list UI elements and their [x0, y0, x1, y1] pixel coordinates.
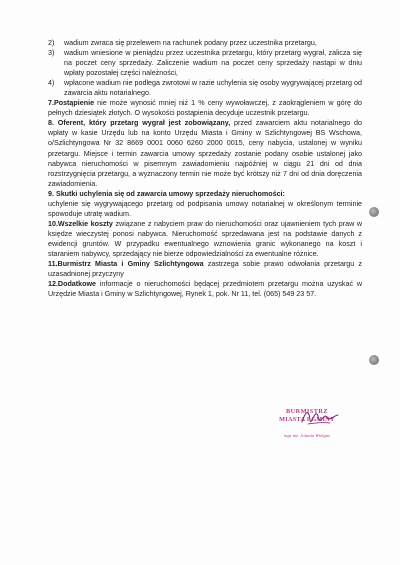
section-text: informacje o nieruchomości będącej przedmiotem przetargu można uzyskać w Urzędzie Miasta i Gminy w Szlichtyngowej, Rynek 1, pok. Nr 11, tel. (065) 549 23 57. — [48, 280, 362, 299]
list-item — [48, 38, 362, 48]
document-body — [48, 38, 362, 299]
section-dodatkowe-informacje — [48, 279, 362, 299]
list-item-number: 2) — [48, 39, 55, 47]
wadium-list — [48, 38, 362, 98]
list-item-text: wpłacone wadium nie podlega zwrotowi w razie uchylenia się osoby wygrywającej przetarg od zawarcia aktu notarialnego. — [64, 79, 362, 98]
stamp-name: mgr inż. Jolanta Wielgus — [284, 433, 330, 438]
handwritten-signature-icon — [300, 406, 340, 428]
section-text: związane z nabyciem praw do nieruchomości oraz ujawnieniem tych praw w księdze wieczystej ponosi nabywca. Nieruchomość sprzedawana jest na podstawie danych z ewidencji gruntów. W przypadku ewentualnego wznowienia granic wykonanego na koszt i staraniem nabywcy, sprzedający nie bierze odpowiedzialności za ewentualne różnice. — [48, 219, 362, 258]
stamp-title: BURMISTRZ — [286, 408, 328, 415]
section-skutki-uchylenia — [48, 189, 362, 219]
section-text: uchylenie się wygrywającego przetarg od podpisania umowy notarialnej w określonym terminie spowoduje utratę wadium. — [48, 199, 362, 218]
section-odwolanie — [48, 259, 362, 279]
section-title: 10.Wszelkie koszty — [48, 219, 113, 228]
list-item-number: 3) — [48, 49, 55, 58]
section-oferent — [48, 118, 362, 188]
section-koszty — [48, 219, 362, 259]
list-item-number: 4) — [48, 79, 55, 88]
section-text: zastrzega sobie prawo odwołania przetargu z uzasadnionej przyczyny — [48, 260, 362, 279]
section-title: 7.Postąpienie — [48, 99, 95, 108]
punch-hole-icon — [369, 355, 379, 365]
section-title: 9. Skutki uchylenia się od zawarcia umowy sprzedaży nieruchomości: — [48, 189, 285, 198]
section-text: nie może wynosić mniej niż 1 % ceny wywoławczej, z zaokrągleniem w górę do pełnych dziesiątek złotych. O wysokości postąpienia decyduje uczestnik przetargu. — [48, 99, 362, 118]
stamp-subtitle: MIASTA I GMINY — [279, 416, 335, 423]
list-item-text: wadium wniesione w pieniądzu przez uczestnika przetargu, który przetarg wygrał, zalicza się na poczet ceny sprzedaży. Zaliczenie wadium na poczet ceny sprzedaży nastąpi w dniu wpłaty pozostałej części należności, — [64, 49, 362, 78]
section-title: 11.Burmistrz Miasta i Gminy Szlichtyngowa — [48, 260, 204, 269]
section-text: przed zawarciem aktu notarialnego do wpłaty w kasie Urzędu lub na konto Urzędu Miasta i Gminy w Szlichtyngowej BS Wschowa, o/Szlichtyngowa Nr 32 8669 0001 0060 6260 2000 0015, ceny nabycia, ustalonej w wyniku przetargu. Miejsce i termin zawarcia umowy sprzedaży zostanie podany osobie ustalonej jako nabywca nieruchomości w pisemnym zawiadomieniu najpóźniej w ciągu 21 dni od dnia rozstrzygnięcia przetargu, a wyznaczony termin nie może być krótszy niż 7 dni od dnia doręczenia zawiadomienia. — [48, 119, 362, 188]
list-item — [48, 48, 362, 78]
list-item — [48, 78, 362, 98]
section-title: 12.Dodatkowe — [48, 280, 97, 289]
section-postapienie — [48, 98, 362, 118]
punch-hole-icon — [369, 207, 379, 217]
section-title: 8. Oferent, który przetarg wygrał jest zobowiązany, — [48, 119, 231, 128]
list-item-text: wadium zwraca się przelewem na rachunek podany przez uczestnika przetargu, — [64, 39, 317, 47]
